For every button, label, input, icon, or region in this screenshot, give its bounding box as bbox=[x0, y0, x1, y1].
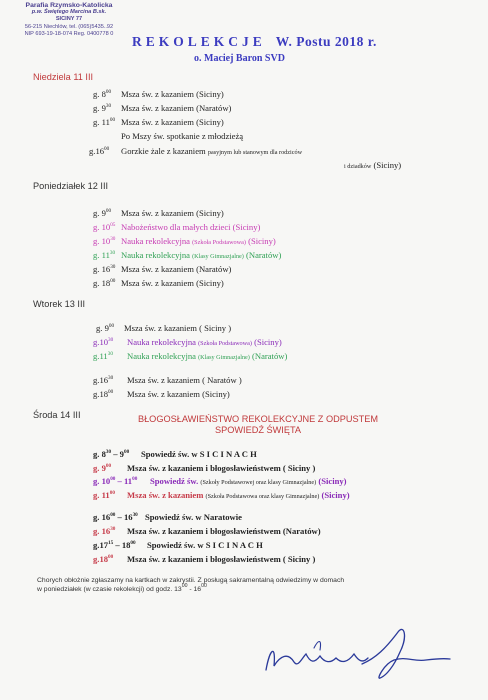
day-heading-wednesday: Środa 14 III bbox=[33, 410, 81, 420]
entry-text: Nauka rekolekcyjna (Klasy Gimnazjalne) (Naratów) bbox=[127, 351, 288, 361]
entry-text: Msza św. z kazaniem (Naratów) bbox=[121, 264, 232, 274]
page-subtitle: o. Maciej Baron SVD bbox=[194, 53, 285, 64]
entry-time: g. $18^{00}$ bbox=[93, 278, 116, 288]
entry-time: g. $8^{30} - 9^{00}$ bbox=[93, 449, 130, 459]
entry-time: $g.11^{30}$ bbox=[93, 351, 113, 361]
entry-time: g. $11^{30}$ bbox=[93, 250, 116, 260]
entry-text: Po Mszy św. spotkanie z młodzieżą bbox=[121, 131, 244, 141]
blessing-line-1: BŁOGOSŁAWIEŃSTWO REKOLEKCYJNE Z ODPUSTEM bbox=[137, 414, 379, 424]
day-heading-sunday: Niedziela 11 III bbox=[33, 72, 94, 82]
entry-text: Gorzkie żale z kazaniem pasyjnym lub stanowym dla rodziców bbox=[121, 146, 303, 156]
entry-text: Spowiedź św. w Naratowie bbox=[145, 512, 242, 522]
entry-text: Spowiedź św. w S I C I N A C H bbox=[141, 449, 257, 459]
entry-text: i dziadków (Siciny) bbox=[344, 160, 402, 170]
note-line-1: Chorych obłożnie zgłaszamy na kartkach w zakrystii. Z posługą sakramentalną odwiedzimy w domach bbox=[37, 577, 345, 584]
entry-time: g. $10^{05}$ bbox=[93, 222, 116, 232]
entry-time: g. $10^{00} - 11^{00}$ bbox=[93, 476, 138, 486]
entry-text: Nauka rekolekcyjna (Szkoła Podstawowa) (Siciny) bbox=[127, 337, 282, 347]
stamp-line-3: SICINY 77 bbox=[55, 16, 83, 23]
entry-time: g. $11^{00}$ bbox=[93, 117, 116, 127]
entry-text: Msza św. z kazaniem i błogosławieństwem (Naratów) bbox=[127, 526, 321, 536]
page-title bbox=[132, 34, 377, 50]
stamp-line-2: p.w. Świętego Marcina B.sk. bbox=[31, 9, 107, 16]
entry-text: Spowiedź św. (Szkoły Podstawowej oraz klasy Gimnazjalne) (Siciny) bbox=[150, 476, 347, 486]
handwritten-signature bbox=[258, 618, 458, 682]
entry-text: Msza św. z kazaniem (Siciny) bbox=[121, 117, 224, 127]
entry-text: Msza św. z kazaniem (Siciny) bbox=[121, 89, 224, 99]
title-word: REKOLEKCJE bbox=[132, 34, 266, 49]
entry-time: g. $9^{00}$ bbox=[93, 463, 112, 473]
entry-time: $g.18^{00}$ bbox=[93, 389, 114, 399]
entry-time: g. $9^{30}$ bbox=[93, 103, 112, 113]
footer-note bbox=[37, 577, 457, 594]
blessing-heading bbox=[113, 414, 403, 435]
stamp-line-4: 56-215 Niechlów, tel. (065)5435..92 bbox=[24, 23, 114, 30]
title-rest: W. Postu 2018 r. bbox=[275, 34, 377, 49]
entry-time: g. $10^{30}$ bbox=[93, 236, 116, 246]
entry-time: g. $9^{00}$ bbox=[96, 323, 115, 333]
stamp-line-1: Parafia Rzymsko-Katolicka bbox=[25, 2, 113, 9]
entry-time: $g.17^{15} - 18^{00}$ bbox=[93, 540, 136, 550]
entry-text: Msza św. z kazaniem (Siciny) bbox=[127, 389, 230, 399]
entry-text: Msza św. z kazaniem i błogosławieństwem ( Siciny ) bbox=[127, 554, 316, 564]
entry-time: g. $9^{00}$ bbox=[93, 208, 112, 218]
day-heading-monday: Poniedziałek 12 III bbox=[33, 181, 109, 191]
entry-time: $g.18^{00}$ bbox=[93, 554, 114, 564]
stamp-line-5: NIP 693-19-18-074 Reg. 0400778 0 bbox=[24, 30, 114, 37]
entry-text: Msza św. z kazaniem (Szkoła Podstawowa oraz klasy Gimnazjalne) (Siciny) bbox=[127, 490, 350, 500]
entry-time: g. $8^{00}$ bbox=[93, 89, 112, 99]
entry-text: Msza św. z kazaniem (Naratów) bbox=[121, 103, 232, 113]
entry-time: $g.16^{30}$ bbox=[93, 375, 114, 385]
entry-text: Msza św. z kazaniem (Siciny) bbox=[121, 208, 224, 218]
note-line-2: w poniedziałek (w czasie rekolekcji) od godz. $13^{00} - 16^{00}$ bbox=[37, 582, 207, 593]
entry-text: Spowiedź św. w S I C I N A C H bbox=[147, 540, 263, 550]
entry-text: Nabożeństwo dla małych dzieci (Siciny) bbox=[121, 222, 261, 232]
entry-text: Nauka rekolekcyjna (Szkoła Podstawowa) (Siciny) bbox=[121, 236, 276, 246]
entry-time: g. $16^{30}$ bbox=[93, 526, 116, 536]
entry-text: Msza św. z kazaniem i błogosławieństwem ( Siciny ) bbox=[127, 463, 316, 473]
day-heading-tuesday: Wtorek 13 III bbox=[33, 299, 86, 309]
entry-time: g. $16^{00} - 16^{30}$ bbox=[93, 512, 138, 522]
entry-time: $g.16^{00}$ bbox=[89, 146, 110, 156]
entry-time: $g.10^{30}$ bbox=[93, 337, 114, 347]
entry-text: Msza św. z kazaniem ( Siciny ) bbox=[124, 323, 232, 333]
entry-time: g. $11^{00}$ bbox=[93, 490, 115, 500]
parish-stamp bbox=[10, 2, 128, 38]
entry-text: Msza św. z kazaniem ( Naratów ) bbox=[127, 375, 242, 385]
blessing-line-2: SPOWIEDŹ ŚWIĘTA bbox=[214, 424, 302, 435]
entry-text: Nauka rekolekcyjna (Klasy Gimnazjalne) (Naratów) bbox=[121, 250, 282, 260]
entry-time: g. $16^{30}$ bbox=[93, 264, 116, 274]
entry-text: Msza św. z kazaniem (Siciny) bbox=[121, 278, 224, 288]
